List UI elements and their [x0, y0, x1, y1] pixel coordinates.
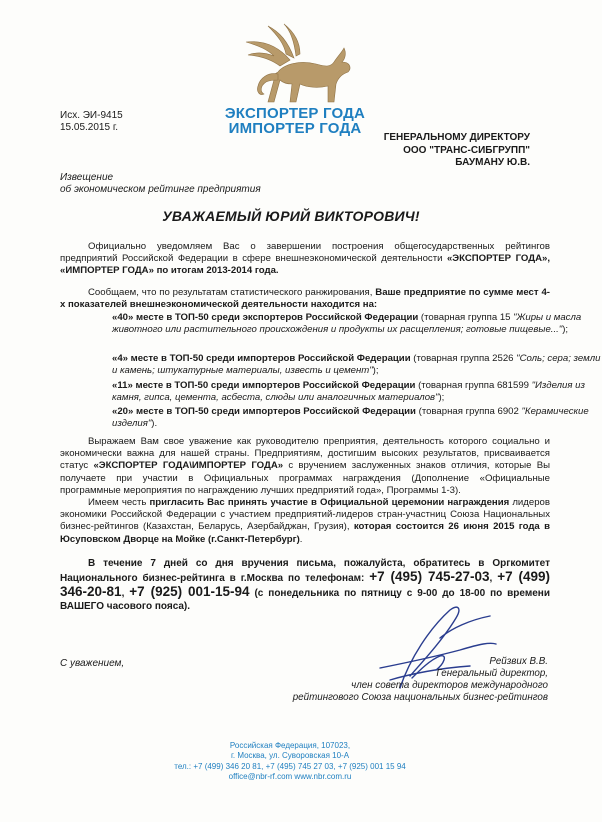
paragraph-text: Сообщаем, что по результатам статистического ранжирования, — [88, 287, 376, 298]
list-item — [60, 312, 602, 335]
list-item — [60, 406, 602, 429]
paragraph-bold-text: «ЭКСПОРТЕР ГОДА», «ИМПОРТЕР ГОДА» по итогам 2013-2014 года. — [60, 253, 550, 277]
item-end: ); — [438, 391, 445, 403]
footer-line-1: Российская Федерация, 107023, — [229, 741, 351, 750]
ranking-place: «20» месте в ТОП-50 среди импортеров Российской Федерации — [112, 406, 416, 417]
item-end: ). — [151, 417, 158, 429]
paragraph-announcement — [60, 241, 550, 278]
goods-description: "Керамические изделия" — [112, 406, 589, 429]
list-item — [60, 380, 602, 403]
ranking-place: «40» месте в ТОП-50 среди экспортеров Российской Федерации — [112, 312, 419, 323]
closing-regards: С уважением, — [60, 658, 125, 669]
list-item — [60, 353, 602, 376]
item-end: ); — [562, 323, 569, 335]
paragraph-status — [60, 436, 550, 497]
separator: , — [489, 573, 498, 584]
salutation: УВАЖАЕМЫЙ ЮРИЙ ВИКТОРОВИЧ! — [162, 208, 420, 224]
paragraph-ranking-intro — [60, 287, 550, 311]
paragraph-text: лидеров экономики Российской Федерации с участием предприятий-лидеров стран-участниц Союза Национальных бизнес-рейтингов (Казахстан, Беларусь, Азербайджан, Грузия), — [60, 497, 550, 533]
paragraph-text: . — [299, 533, 303, 545]
paragraph-bold-text: которая состоится 26 июня 2015 года в Юсуповском Дворце на Мойке (г.Санкт-Петербург) — [60, 521, 550, 545]
goods-description: "Соль; сера; земли и камень; штукатурные материалы, известь и цемент" — [112, 353, 601, 376]
paragraph-bold-text: Ваше предприятие по сумме мест 4-х показателей внешнеэкономической деятельности находится на: — [60, 287, 550, 311]
goods-group: (товарная группа 2526 — [410, 353, 517, 364]
notice-line-1: Извещение — [60, 172, 114, 183]
goods-description: "Жиры и масла животного или растительного происхождения и продукты их расщепления; готовые пищевые..." — [112, 312, 582, 335]
paragraph-bold-text: пригласить Вас принять участие в Официальной церемонии награждения — [149, 497, 510, 508]
phone-number: +7 (495) 745-27-03 — [369, 569, 490, 584]
ranking-place: «11» месте в ТОП-50 среди импортеров Российской Федерации — [112, 380, 416, 391]
paragraph-invitation — [60, 497, 550, 546]
addressee-line-3: БАУМАНУ Ю.В. — [455, 157, 530, 168]
logo-line-2: ИМПОРТЕР ГОДА — [228, 120, 362, 137]
footer-contacts — [174, 741, 406, 783]
signer-title-line-2: член совета директоров международного — [351, 680, 548, 691]
goods-group: (товарная группа 681599 — [415, 380, 532, 391]
logo-line-1: ЭКСПОРТЕР ГОДА — [224, 105, 366, 122]
addressee-line-2: ООО "ТРАНС-СИБГРУПП" — [403, 144, 530, 156]
paragraph-text: Официально уведомляем Вас о завершении построения общегосударственных рейтингов предприятий Российской Федерации в сфере внешнеэкономической деятельности — [60, 241, 550, 265]
footer-line-4: office@nbr-rf.com www.nbr.com.ru — [228, 772, 352, 782]
phone-number: +7 (499) 346-20-81 — [60, 569, 550, 599]
paragraph-bold-text: «ЭКСПОРТЕР ГОДА\ИМПОРТЕР ГОДА» — [93, 460, 284, 472]
paragraph-text: Имеем честь — [88, 497, 150, 508]
footer-line-2: г. Москва, ул. Суворовская 10-А — [230, 751, 350, 761]
paragraph-text: с вручением заслуженных знаков отличия, которые Вы получаете при участии в Официальных программах награждения (Дополнение «Официальные программные мероприятия по награждению лучших предприятий года», Программы 1-3). — [60, 460, 550, 496]
notice-line-2: об экономическом рейтинге предприятия — [60, 184, 261, 195]
reference-number: Исх. ЭИ-9415 — [60, 110, 123, 121]
paragraph-text: Выражаем Вам свое уважение как руководителю преприятия, деятельность которого социально и экономически важна для нашей страны. Предприятиям, достигшим высоких результатов, присваивается статус — [60, 436, 550, 472]
addressee-block — [340, 132, 530, 170]
goods-group: (товарная группа 15 — [418, 312, 514, 323]
signer-name: Рейзвих В.В. — [489, 656, 548, 667]
signer-title-line-3: рейтингового Союза национальных бизнес-рейтингов — [292, 692, 548, 703]
outgoing-reference — [60, 110, 123, 134]
paragraph-bold-text: (с понедельника по пятницу с 9-00 до 18-00 по времени ВАШЕГО часового пояса). — [60, 588, 550, 612]
separator: , — [121, 588, 130, 599]
goods-description: "Изделия из камня, гипса, цемента, асбеста, слюды или аналогичных материалов" — [112, 380, 585, 403]
reference-date: 15.05.2015 г. — [60, 122, 119, 133]
goods-group: (товарная группа 6902 — [415, 406, 522, 417]
item-end: ); — [372, 364, 379, 376]
phone-number: +7 (925) 001-15-94 — [129, 584, 250, 599]
winged-lion-icon — [238, 22, 358, 110]
footer-line-3: тел.: +7 (499) 346 20 81, +7 (495) 745 27 03, +7 (925) 001 15 94 — [174, 761, 406, 771]
paragraph-bold-text: В течение 7 дней со дня вручения письма, пожалуйста, обратитесь в Оргкомитет Национального бизнес-рейтинга в г.Москва по телефонам: — [60, 558, 550, 584]
addressee-line-1: ГЕНЕРАЛЬНОМУ ДИРЕКТОРУ — [383, 132, 530, 143]
notice-subject — [60, 172, 261, 196]
signer-title-line-1: Генеральный директор, — [436, 668, 548, 679]
ranking-place: «4» месте в ТОП-50 среди импортеров Российской Федерации — [112, 353, 411, 364]
signer-block — [280, 656, 548, 704]
